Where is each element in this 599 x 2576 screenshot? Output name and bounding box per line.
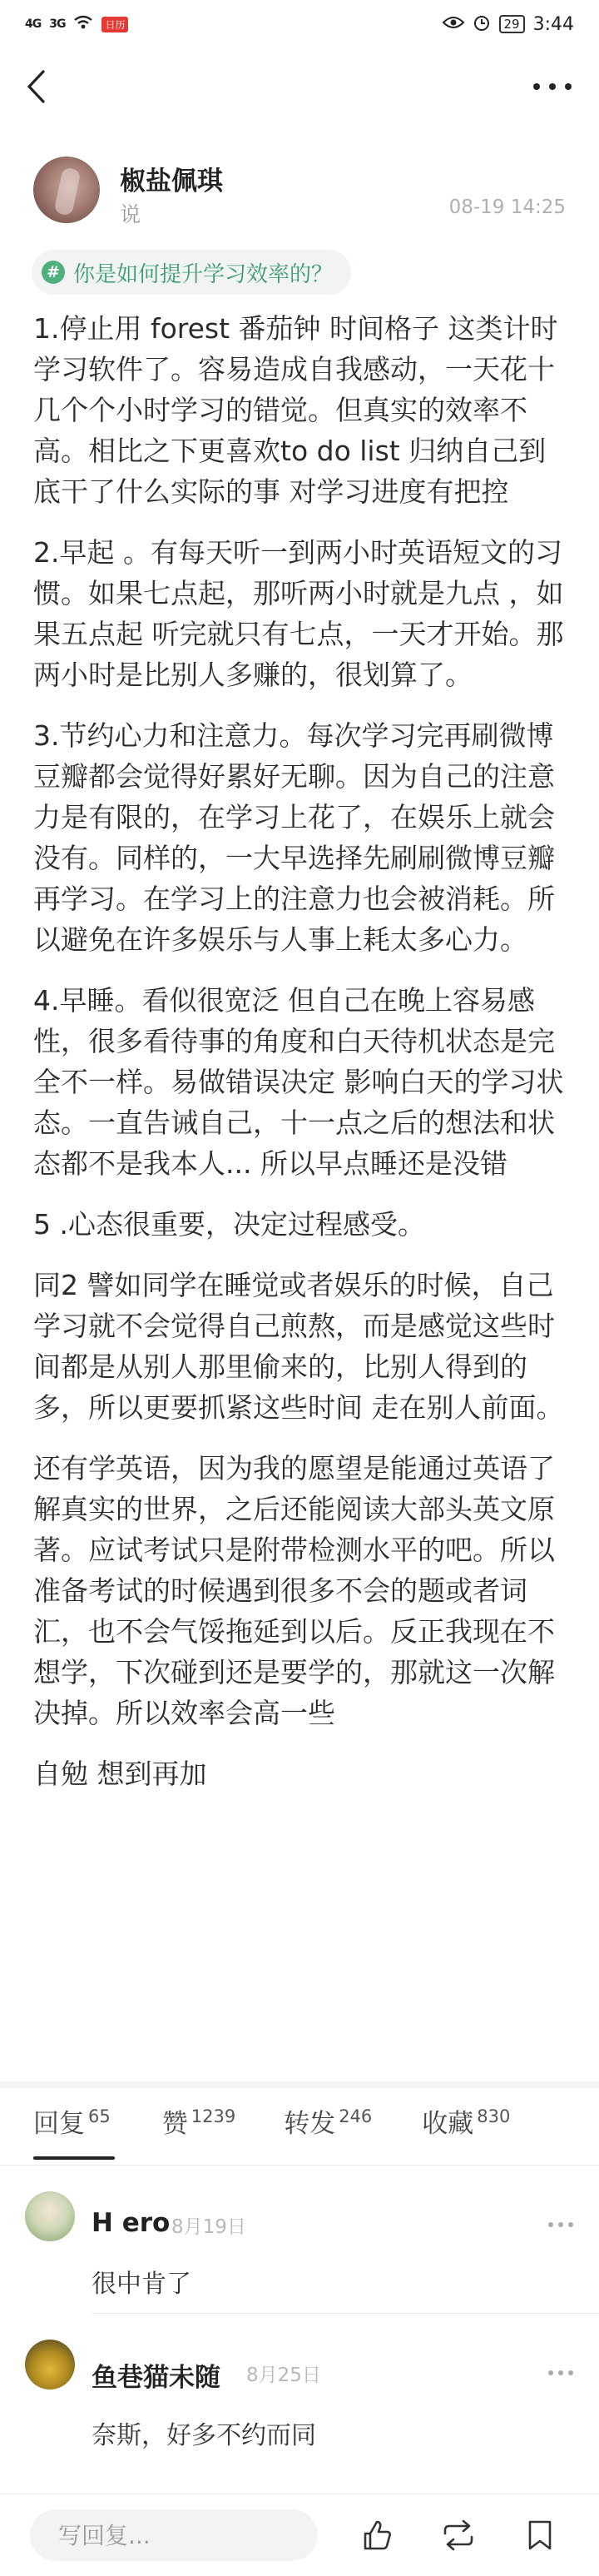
alarm-icon bbox=[473, 13, 491, 36]
content-paragraph: 4.早睡。看似很宽泛 但自己在晚上容易感性，很多看待事的角度和白天待机状态是完全不一样。易做错误决定 影响白天的学习状态。一直告诫自己，十一点之后的想法和状态都不是我本人... 所以早点睡还是没错 bbox=[33, 984, 564, 1180]
content-paragraph: 2.早起 。有每天听一到两小时英语短文的习惯。如果七点起，那听两小时就是九点 ，如果五点起 听完就只有七点，一天才开始。那两小时是比别人多赚的，很划算了。 bbox=[33, 536, 564, 691]
post-time: 08-19 14:25 bbox=[448, 196, 566, 218]
content-paragraph: 3.节约心力和注意力。每次学习完再刷微博豆瓣都会觉得好累好无聊。因为自己的注意力是有限的，在学习上花了，在娱乐上就会没有。同样的，一大早选择先刷刷微博豆瓣再学习。在学习上的注意力也会被消耗。所以避免在许多娱乐与人事上耗太多心力。 bbox=[33, 719, 555, 956]
reply-input[interactable] bbox=[30, 2509, 318, 2561]
content-paragraph: 5 .心态很重要，决定过程感受。 bbox=[33, 1208, 425, 1241]
content-paragraph: 1.停止用 forest 番茄钟 时间格子 这类计时学习软件了。容易造成自我感动，一天花十几个个小时学习的错觉。但真实的效率不高。相比之下更喜欢to do list 归纳自己到底干了什么实际的事 对学习进度有把控 bbox=[33, 312, 558, 508]
tabs-divider bbox=[0, 2165, 599, 2166]
bookmark-icon[interactable] bbox=[519, 2514, 561, 2556]
post-content bbox=[33, 308, 566, 1814]
topic-tag[interactable] bbox=[32, 250, 351, 295]
eye-icon bbox=[443, 14, 464, 34]
hashtag-icon: # bbox=[42, 261, 65, 284]
content-paragraph: 同2 譬如同学在睡觉或者娱乐的时候，自己学习就不会觉得自己煎熬，而是感觉这些时间都是从别人那里偷来的，比别人得到的多，所以更要抓紧这些时间 走在别人前面。 bbox=[33, 1269, 564, 1424]
battery-indicator: 29 bbox=[499, 15, 525, 33]
comment-item bbox=[0, 2336, 599, 2461]
comment-text: 奈斯，好多不约而同 bbox=[92, 2421, 316, 2450]
tab-count: 830 bbox=[477, 2106, 511, 2126]
more-options-icon[interactable] bbox=[522, 70, 572, 103]
content-paragraph: 自勉 想到再加 bbox=[33, 1758, 207, 1790]
repost-icon[interactable] bbox=[438, 2514, 479, 2556]
like-thumb-icon[interactable] bbox=[356, 2514, 398, 2556]
nav-bar bbox=[0, 48, 599, 125]
status-bar bbox=[0, 0, 599, 48]
signal-3g: 3G bbox=[49, 17, 66, 31]
commenter-name[interactable]: H ero bbox=[92, 2208, 171, 2238]
bottom-action-bar bbox=[0, 2494, 599, 2576]
comment-text: 很中肯了 bbox=[92, 2270, 191, 2299]
back-arrow-icon[interactable] bbox=[27, 70, 60, 103]
tab-reposts[interactable] bbox=[284, 2102, 372, 2140]
wifi-icon bbox=[73, 14, 93, 34]
status-left bbox=[25, 14, 128, 34]
tab-count: 1239 bbox=[191, 2106, 236, 2126]
author-avatar[interactable] bbox=[33, 157, 100, 223]
tab-label: 收藏 bbox=[422, 2109, 474, 2139]
tab-replies[interactable] bbox=[33, 2102, 111, 2140]
tab-count: 246 bbox=[339, 2106, 373, 2126]
tab-label: 赞 bbox=[161, 2109, 188, 2139]
comment-date: 8月19日 bbox=[171, 2216, 246, 2238]
comment-more-icon[interactable] bbox=[541, 2365, 574, 2381]
tab-label: 转发 bbox=[284, 2109, 336, 2139]
active-tab-indicator bbox=[33, 2156, 115, 2160]
status-right bbox=[443, 13, 575, 36]
author-row bbox=[33, 155, 566, 230]
author-name[interactable]: 椒盐佩琪 bbox=[120, 167, 223, 196]
tab-favorites[interactable] bbox=[422, 2102, 510, 2140]
commenter-name[interactable]: 鱼巷猫未随 bbox=[92, 2363, 220, 2393]
topic-label: 你是如何提升学习效率的？ bbox=[73, 261, 334, 287]
tab-label: 回复 bbox=[33, 2109, 85, 2139]
comment-more-icon[interactable] bbox=[541, 2216, 574, 2233]
tab-count: 65 bbox=[88, 2106, 111, 2126]
section-divider bbox=[0, 2081, 599, 2088]
author-subtitle: 说 bbox=[120, 202, 141, 226]
interaction-tabs bbox=[0, 2102, 599, 2161]
comment-date: 8月25日 bbox=[246, 2365, 321, 2386]
comment-divider bbox=[92, 2313, 599, 2314]
commenter-avatar[interactable] bbox=[25, 2340, 75, 2390]
content-paragraph: 还有学英语，因为我的愿望是能通过英语了解真实的世界，之后还能阅读大部头英文原著。应试考试只是附带检测水平的吧。所以准备考试的时候遇到很多不会的题或者词汇，也不会气馁拖延到以后。反正我现在不想学，下次碰到还是要学的，那就这一次解决掉。所以效率会高一些 bbox=[33, 1452, 555, 1729]
signal-4g: 4G bbox=[25, 17, 42, 31]
tab-likes[interactable] bbox=[162, 2102, 235, 2140]
commenter-avatar[interactable] bbox=[25, 2191, 75, 2241]
status-time: 3:44 bbox=[532, 13, 574, 35]
comment-item bbox=[0, 2188, 599, 2305]
calendar-badge: 日历 bbox=[101, 17, 128, 32]
